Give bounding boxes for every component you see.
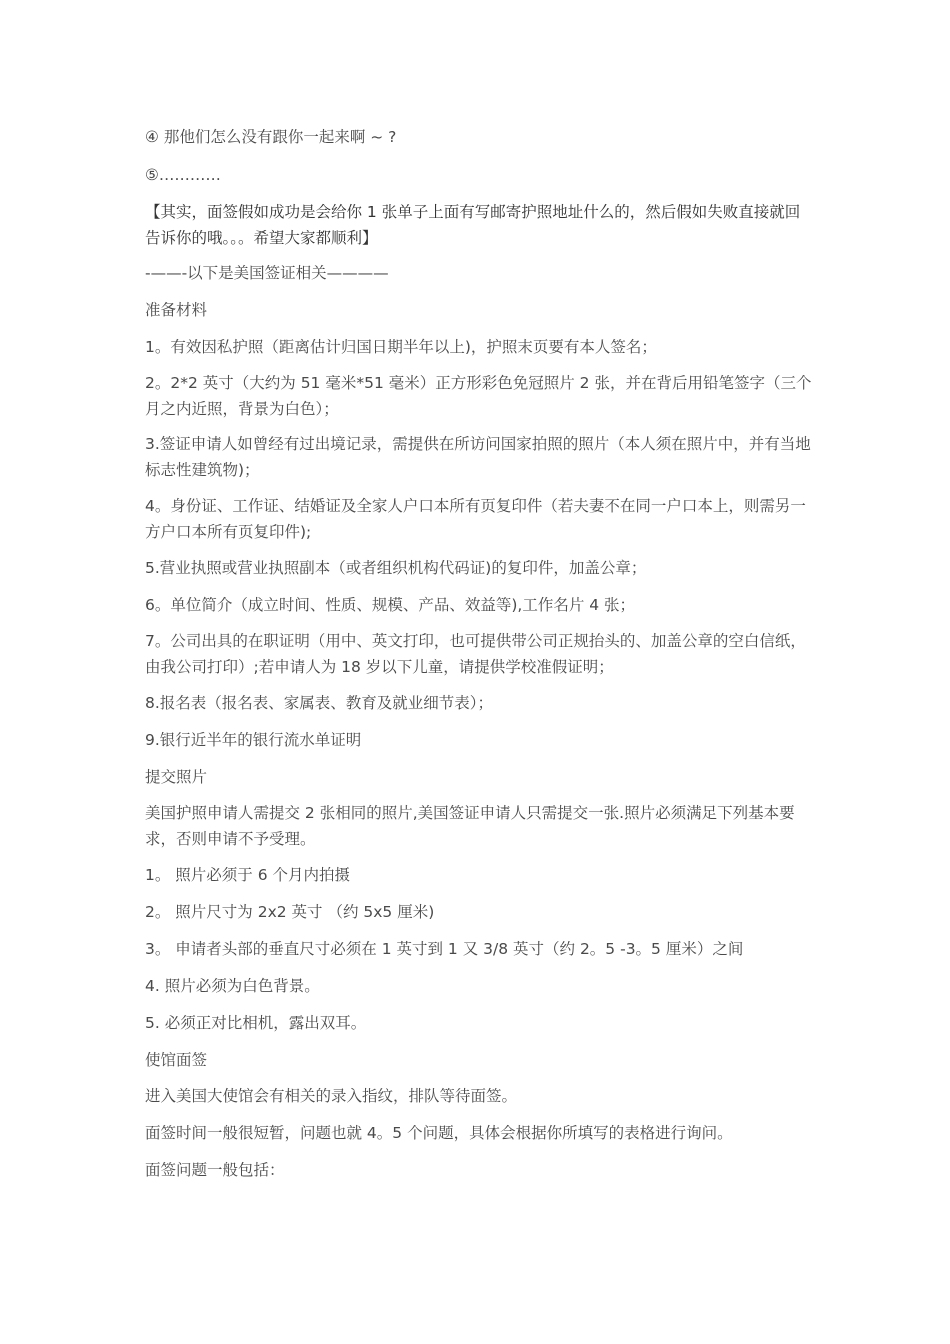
paragraph-section-divider: -——-以下是美国签证相关———— — [145, 264, 389, 282]
paragraph-question-4: ④ 那他们怎么没有跟你一起来啊 ~ ? — [145, 128, 397, 146]
list-item-material-3: 3.签证申请人如曾经有过出境记录，需提供在所访问国家拍照的照片（本人须在照片中，并有当地标志性建筑物)； — [145, 435, 811, 479]
paragraph-note: 【其实，面签假如成功是会给你 1 张单子上面有写邮寄护照地址什么的，然后假如失败直接就回告诉你的哦。。。希望大家都顺利】 — [145, 203, 801, 247]
paragraph-interview-time: 面签时间一般很短暂，问题也就 4。5 个问题，具体会根据你所填写的表格进行询问。 — [145, 1124, 733, 1142]
heading-materials: 准备材料 — [145, 301, 208, 319]
list-item-material-6: 6。单位简介（成立时间、性质、规模、产品、效益等),工作名片 4 张； — [145, 596, 636, 614]
list-item-material-9: 9.银行近半年的银行流水单证明 — [145, 731, 362, 749]
list-item-material-4: 4。身份证、工作证、结婚证及全家人户口本所有页复印件（若夫妻不在同一户口本上，则需另一方户口本所有页复印件); — [145, 497, 806, 541]
heading-submit-photo: 提交照片 — [145, 768, 208, 786]
list-item-photo-1: 1。 照片必须于 6 个月内拍摄 — [145, 866, 351, 884]
heading-embassy-interview: 使馆面签 — [145, 1051, 208, 1069]
paragraph-photo-requirements: 美国护照申请人需提交 2 张相同的照片,美国签证申请人只需提交一张.照片必须满足下列基本要求，否则申请不予受理。 — [145, 804, 795, 848]
list-item-photo-3: 3。 申请者头部的垂直尺寸必须在 1 英寸到 1 又 3/8 英寸（约 2。5 -3。5 厘米）之间 — [145, 940, 744, 958]
paragraph-question-5: ⑤………… — [145, 166, 221, 184]
list-item-material-8: 8.报名表（报名表、家属表、教育及就业细节表）； — [145, 694, 494, 712]
list-item-photo-5: 5. 必须正对比相机，露出双耳。 — [145, 1014, 367, 1032]
list-item-material-5: 5.营业执照或营业执照副本（或者组织机构代码证)的复印件，加盖公章； — [145, 559, 647, 577]
list-item-photo-2: 2。 照片尺寸为 2x2 英寸 （约 5x5 厘米) — [145, 903, 435, 921]
paragraph-embassy-entry: 进入美国大使馆会有相关的录入指纹，排队等待面签。 — [145, 1087, 518, 1105]
list-item-material-2: 2。2*2 英寸（大约为 51 毫米*51 毫米）正方形彩色免冠照片 2 张，并在背后用铅笔签字（三个月之内近照，背景为白色）； — [145, 374, 812, 418]
list-item-material-1: 1。有效因私护照（距离估计归国日期半年以上)，护照末页要有本人签名； — [145, 338, 657, 356]
list-item-photo-4: 4. 照片必须为白色背景。 — [145, 977, 320, 995]
list-item-material-7: 7。公司出具的在职证明（用中、英文打印，也可提供带公司正规抬头的、加盖公章的空白信纸，由我公司打印）;若申请人为 18 岁以下儿童，请提供学校准假证明； — [145, 632, 806, 676]
paragraph-interview-questions: 面签问题一般包括： — [145, 1161, 285, 1179]
